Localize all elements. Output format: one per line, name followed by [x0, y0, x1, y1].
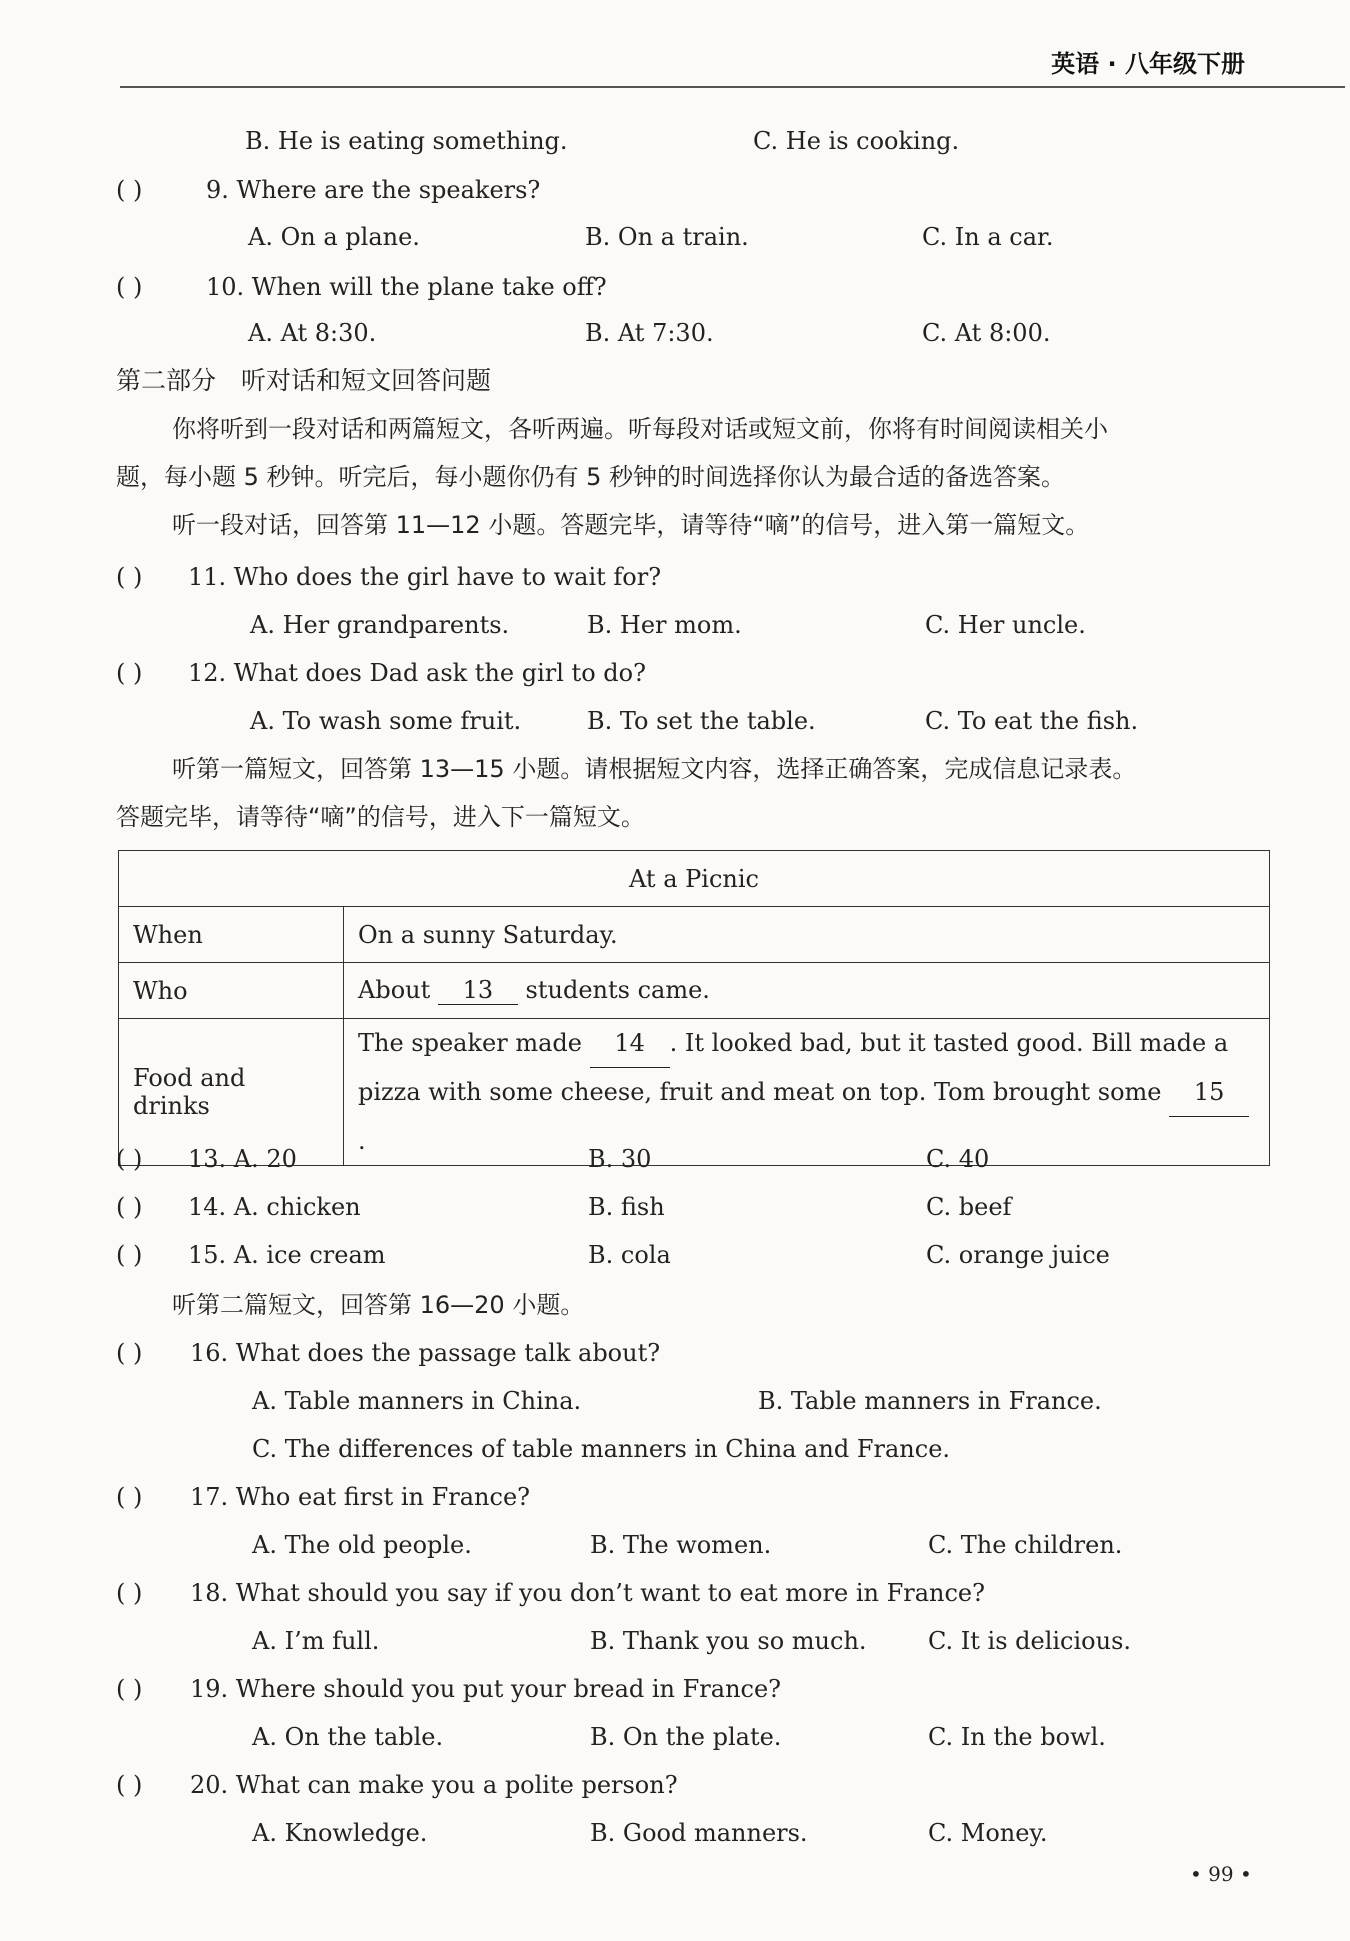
food-label: Food and drinks	[119, 1019, 344, 1166]
option-c: C. The children.	[928, 1531, 1123, 1559]
option-a: A. On the table.	[252, 1723, 444, 1751]
book-title: 英语 · 八年级下册	[1051, 50, 1245, 78]
q8-option-c: C. He is cooking.	[753, 127, 960, 155]
answer-bracket[interactable]: ( )	[116, 1675, 143, 1703]
option-b: B. Good manners.	[590, 1819, 808, 1847]
answer-bracket[interactable]: ( )	[116, 1145, 143, 1173]
option-a: A. The old people.	[252, 1531, 472, 1559]
option-a: A. Her grandparents.	[250, 611, 510, 639]
answer-bracket[interactable]: ( )	[116, 1339, 143, 1367]
who-text-post: students came.	[525, 976, 710, 1004]
option-c: C. In the bowl.	[928, 1723, 1106, 1751]
option-c: C. In a car.	[922, 223, 1054, 251]
option-c: C. The differences of table manners in China and France.	[252, 1435, 951, 1463]
dialog-instructions: 听一段对话，回答第 11—12 小题。答题完毕，请等待“嘀”的信号，进入第一篇短文。	[172, 511, 1090, 539]
question-text: 16. What does the passage talk about?	[190, 1339, 661, 1367]
instructions-line-2: 题，每小题 5 秒钟。听完后，每小题你仍有 5 秒钟的时间选择你认为最合适的备选答案。	[116, 463, 1066, 491]
page-header	[120, 42, 1345, 88]
who-value	[344, 963, 1270, 1019]
who-label: Who	[119, 963, 344, 1019]
option-b: B. On a train.	[585, 223, 749, 251]
option-b: B. Table manners in France.	[758, 1387, 1102, 1415]
question-text: 17. Who eat first in France?	[190, 1483, 531, 1511]
option-c: C. orange juice	[926, 1241, 1110, 1269]
passage1-instructions-line-2: 答题完毕，请等待“嘀”的信号，进入下一篇短文。	[116, 803, 645, 831]
question-text: 14. A. chicken	[188, 1193, 361, 1221]
passage2-instructions: 听第二篇短文，回答第 16—20 小题。	[172, 1291, 585, 1319]
option-b: B. On the plate.	[590, 1723, 782, 1751]
question-text: 15. A. ice cream	[188, 1241, 386, 1269]
food-text-line2: pizza with some cheese, fruit and meat on top. Tom brought some	[358, 1078, 1162, 1106]
question-text: 18. What should you say if you don’t want to eat more in France?	[190, 1579, 985, 1607]
question-text: 12. What does Dad ask the girl to do?	[188, 659, 646, 687]
question-text: 11. Who does the girl have to wait for?	[188, 563, 662, 591]
question-text: 10. When will the plane take off?	[206, 273, 607, 301]
answer-bracket[interactable]: ( )	[116, 1771, 143, 1799]
table-caption: At a Picnic	[119, 851, 1270, 907]
when-label: When	[119, 907, 344, 963]
option-a: A. Knowledge.	[252, 1819, 428, 1847]
answer-bracket[interactable]: ( )	[116, 1193, 143, 1221]
answer-bracket[interactable]: ( )	[116, 176, 143, 204]
question-text: 19. Where should you put your bread in France?	[190, 1675, 782, 1703]
answer-bracket[interactable]: ( )	[116, 1579, 143, 1607]
answer-bracket[interactable]: ( )	[116, 659, 143, 687]
food-text-pre: The speaker made	[358, 1029, 582, 1057]
option-c: C. At 8:00.	[922, 319, 1051, 347]
section-title: 第二部分 听对话和短文回答问题	[116, 366, 492, 395]
option-a: A. I’m full.	[252, 1627, 380, 1655]
option-a: A. On a plane.	[248, 223, 420, 251]
option-a: A. At 8:30.	[248, 319, 377, 347]
option-c: C. beef	[926, 1193, 1012, 1221]
option-b: B. To set the table.	[587, 707, 816, 735]
question-text: 20. What can make you a polite person?	[190, 1771, 678, 1799]
food-text-end: .	[358, 1127, 366, 1155]
instructions-line-1: 你将听到一段对话和两篇短文，各听两遍。听每段对话或短文前，你将有时间阅读相关小	[172, 415, 1108, 443]
option-b: B. 30	[588, 1145, 652, 1173]
when-value: On a sunny Saturday.	[344, 907, 1270, 963]
option-c: C. Money.	[928, 1819, 1048, 1847]
blank-13[interactable]: 13	[438, 976, 518, 1005]
answer-bracket[interactable]: ( )	[116, 1483, 143, 1511]
option-c: C. To eat the fish.	[925, 707, 1139, 735]
blank-15[interactable]: 15	[1169, 1068, 1249, 1117]
option-c: C. Her uncle.	[925, 611, 1086, 639]
passage1-instructions-line-1: 听第一篇短文，回答第 13—15 小题。请根据短文内容，选择正确答案，完成信息记录表。	[172, 755, 1137, 783]
blank-14[interactable]: 14	[590, 1019, 670, 1068]
answer-bracket[interactable]: ( )	[116, 1241, 143, 1269]
option-c: C. It is delicious.	[928, 1627, 1132, 1655]
food-value	[344, 1019, 1270, 1166]
option-b: B. At 7:30.	[585, 319, 714, 347]
picnic-info-table	[118, 850, 1270, 1166]
question-text: 9. Where are the speakers?	[206, 176, 541, 204]
option-b: B. Her mom.	[587, 611, 742, 639]
question-text: 13. A. 20	[188, 1145, 297, 1173]
answer-bracket[interactable]: ( )	[116, 273, 143, 301]
option-a: A. To wash some fruit.	[250, 707, 522, 735]
food-text-mid: . It looked bad, but it tasted good. Bill made a	[669, 1029, 1229, 1057]
q8-option-b: B. He is eating something.	[245, 127, 568, 155]
option-b: B. The women.	[590, 1531, 772, 1559]
who-text-pre: About	[358, 976, 431, 1004]
option-b: B. fish	[588, 1193, 665, 1221]
option-a: A. Table manners in China.	[252, 1387, 582, 1415]
option-b: B. Thank you so much.	[590, 1627, 867, 1655]
answer-bracket[interactable]: ( )	[116, 563, 143, 591]
option-c: C. 40	[926, 1145, 990, 1173]
page-number: • 99 •	[1190, 1862, 1252, 1886]
option-b: B. cola	[588, 1241, 671, 1269]
